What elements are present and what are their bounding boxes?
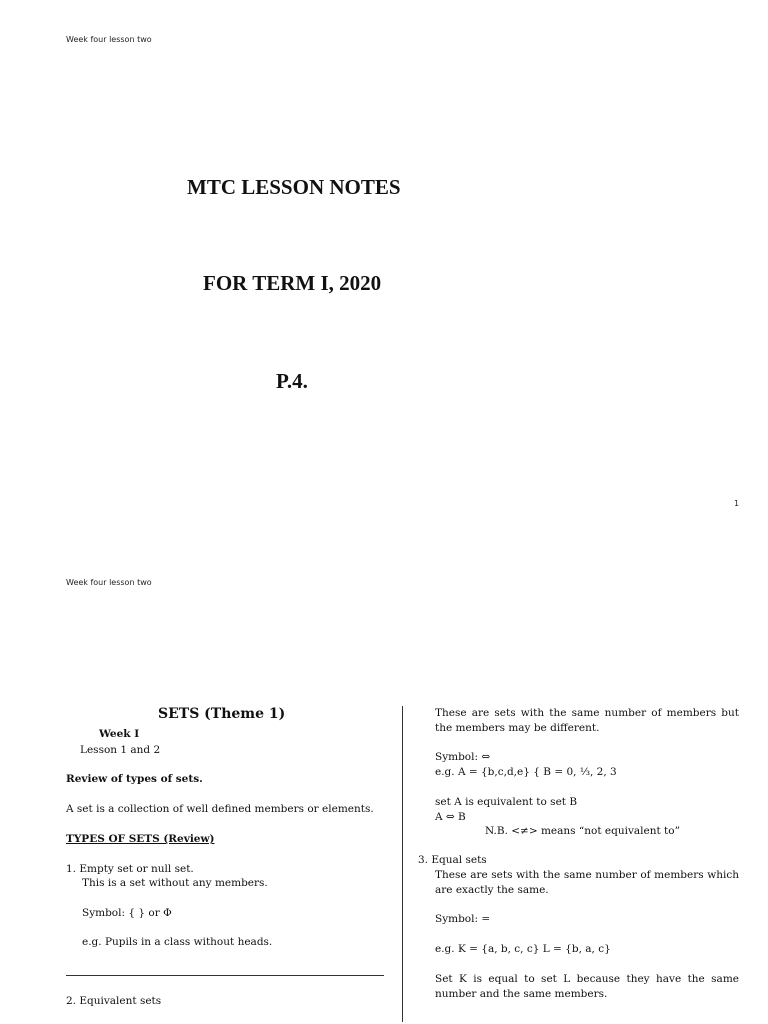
equivalent-notation: A ⇔ B bbox=[435, 811, 466, 823]
item2-title: 2. Equivalent sets bbox=[66, 995, 162, 1007]
week-label: Week I bbox=[99, 728, 140, 740]
nb-note: N.B. <≠> means “not equivalent to” bbox=[485, 825, 680, 837]
section-heading: SETS (Theme 1) bbox=[158, 706, 286, 722]
equivalent-example: e.g. A = {b,c,d,e} { B = 0, ⅓, 2, 3 bbox=[435, 766, 617, 778]
page-header-2: Week four lesson two bbox=[66, 578, 152, 587]
equivalent-statement: set A is equivalent to set B bbox=[435, 796, 578, 808]
page-number: 1 bbox=[734, 499, 740, 508]
document-title: MTC LESSON NOTES bbox=[187, 175, 401, 199]
lesson-label: Lesson 1 and 2 bbox=[80, 744, 161, 756]
equal-statement: Set K is equal to set L because they have the same number and the same members. bbox=[435, 973, 739, 1000]
equal-description: These are sets with the same number of members which are exactly the same. bbox=[435, 869, 739, 896]
types-heading: TYPES OF SETS (Review) bbox=[66, 833, 215, 845]
item1-title: 1. Empty set or null set. bbox=[66, 863, 194, 875]
equal-example: e.g. K = {a, b, c, c} L = {b, a, c} bbox=[435, 943, 611, 955]
column-divider bbox=[402, 706, 403, 1022]
item1-example: e.g. Pupils in a class without heads. bbox=[82, 936, 273, 948]
item1-symbol: Symbol: { } or Φ bbox=[82, 907, 172, 919]
class-title: P.4. bbox=[276, 369, 308, 393]
equal-symbol: Symbol: = bbox=[435, 913, 491, 925]
term-title: FOR TERM I, 2020 bbox=[203, 271, 382, 295]
equivalent-symbol: Symbol: ⇔ bbox=[435, 751, 491, 763]
page-header: Week four lesson two bbox=[66, 35, 152, 44]
item3-title: 3. Equal sets bbox=[418, 854, 487, 866]
review-heading: Review of types of sets. bbox=[66, 773, 203, 785]
section-separator bbox=[66, 975, 384, 976]
equivalent-description: These are sets with the same number of members but the members may be different. bbox=[435, 707, 739, 734]
item1-description: This is a set without any members. bbox=[82, 877, 268, 889]
set-definition: A set is a collection of well defined members or elements. bbox=[66, 803, 374, 815]
